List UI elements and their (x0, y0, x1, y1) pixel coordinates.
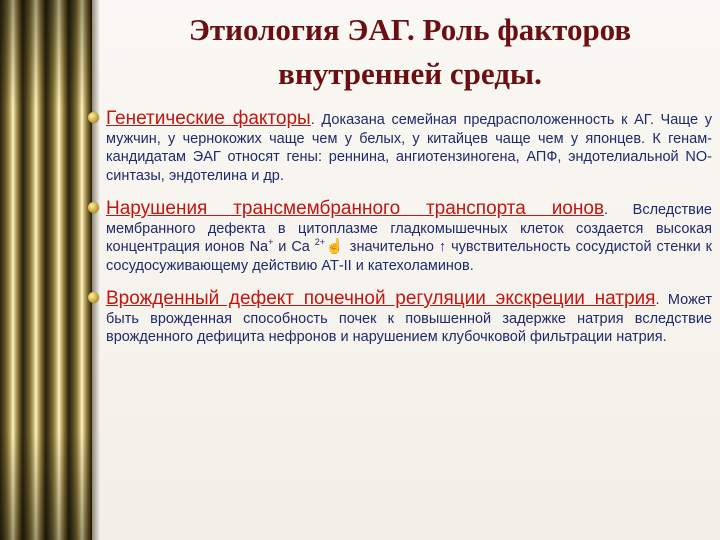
superscript-na-charge: + (268, 237, 274, 248)
superscript-ca-charge: 2+ (314, 237, 326, 248)
bullet-dot-icon (88, 112, 99, 123)
bullet-text: и Ca (273, 239, 315, 255)
bullet-text: Доказана семейная предрасположенность к АГ. Чаще у мужчин, у чернокожих чаще чем у белых, у китайцев чаще чем у японцев. К генам-кандидатам ЭАГ относят гены: реннина, ангиотензиногена, АПФ, эндотелиальной NO-синтазы, эндотелина и др. (106, 112, 713, 184)
bullet-item-genetic (88, 110, 712, 185)
pillar-shade (0, 0, 92, 540)
pointing-hand-icon: ☝ (325, 239, 345, 255)
bullet-text: Может быть врожденная способность почек к повышенной задержке натрия вследствие врожденного дефицита нефронов и нарушением клубочковой фильтрации натрия. (106, 292, 712, 345)
bullet-heading: Врожденный дефект почечной регуляции экскреции натрия (106, 288, 656, 309)
bullet-heading: Генетические факторы (106, 108, 311, 129)
bullet-text: значительно ↑ чувствительность сосудистой стенки к сосудосуживающему действию АТ-II и катехоламинов. (106, 239, 712, 274)
bullet-list (88, 110, 712, 362)
bullet-heading-punct: . (604, 202, 609, 218)
bullet-heading-punct: . (310, 112, 315, 128)
bullet-item-ion-transport (88, 200, 712, 275)
slide-title: Этиология ЭАГ. Роль факторов внутренней среды. (188, 12, 632, 91)
bullet-heading: Нарушения трансмембранного транспорта ионов (106, 198, 605, 219)
bullet-dot-icon (88, 202, 99, 213)
bullet-heading-punct: . (655, 292, 660, 308)
bullet-item-renal-sodium (88, 290, 712, 347)
bullet-text: Вследствие мембранного дефекта в цитоплазме гладкомышечных клеток создается высокая концентрация ионов Na (106, 202, 712, 255)
bullet-dot-icon (88, 292, 99, 303)
